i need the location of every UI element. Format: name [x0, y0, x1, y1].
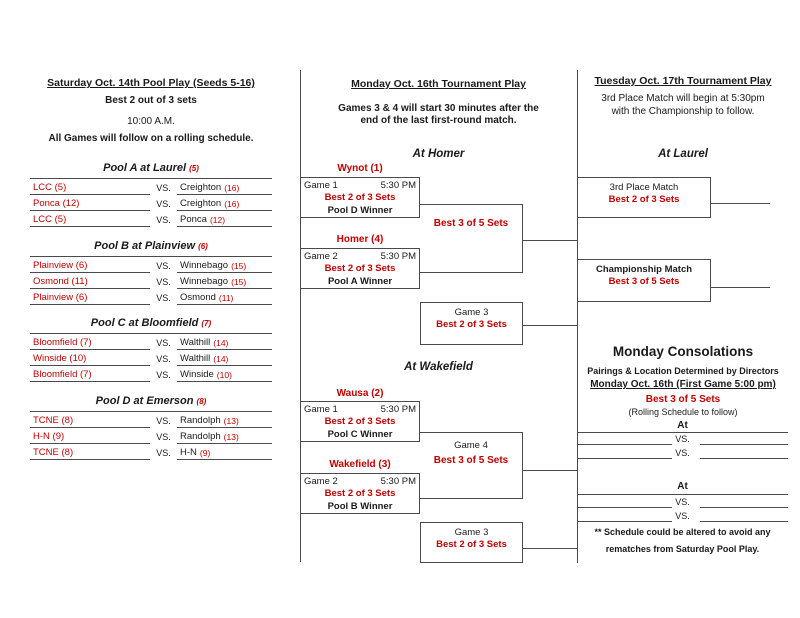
game-participant: Pool D Winner — [327, 204, 393, 216]
homer-game2-box — [300, 248, 420, 289]
vs-label: VS. — [156, 448, 171, 459]
away-team-cell — [177, 195, 272, 211]
wakefield-bracket-right-line — [522, 432, 523, 499]
homer-section-title: At Homer — [412, 148, 465, 160]
away-team-cell — [177, 273, 272, 289]
away-team-name: Osmond — [180, 291, 216, 303]
home-team: Winside (10) — [30, 350, 150, 366]
pool-c-match-row-3 — [30, 366, 272, 382]
pool-d-host-seed: (8) — [196, 397, 207, 406]
homer-seed-label: Homer (4) — [336, 234, 384, 245]
consolation2-vs-label-2: VS. — [675, 511, 690, 521]
away-team-name: Walthill — [180, 336, 211, 348]
consolation2-vs-label-1: VS. — [675, 497, 690, 507]
away-team-cell — [177, 412, 272, 428]
away-team-seed: (9) — [199, 447, 211, 458]
third-place-title: 3rd Place Match — [609, 182, 679, 193]
consolation1-location-blank-line — [577, 432, 788, 433]
away-team-cell — [177, 366, 272, 382]
pool-a-header — [30, 162, 272, 179]
away-team-name: Creighton — [180, 181, 222, 193]
away-team-name: H-N — [180, 446, 197, 458]
vs-label: VS. — [156, 183, 171, 194]
away-team-seed: (16) — [224, 182, 240, 193]
away-team-name: Walthill — [180, 352, 211, 364]
vs-label: VS. — [156, 416, 171, 427]
away-team-cell — [177, 444, 272, 460]
vs-label: VS. — [156, 338, 171, 349]
away-team-name: Randolph — [180, 430, 221, 442]
third-place-winner-line — [710, 203, 770, 204]
home-team: Bloomfield (7) — [30, 366, 150, 382]
consolation1-vs-label-2: VS. — [675, 448, 690, 458]
home-team: LCC (5) — [30, 179, 150, 195]
pool-a-match-row-1 — [30, 179, 272, 195]
game-time: 5:30 PM — [380, 180, 416, 191]
away-team-cell — [177, 211, 272, 227]
consolations-format: Best 3 of 5 Sets — [645, 394, 721, 405]
game-label: Game 1 — [304, 180, 338, 191]
pool-table-d — [30, 395, 272, 460]
monday-note-line2: end of the last first-round match. — [360, 115, 517, 126]
game-format: Best 2 of 3 Sets — [324, 488, 396, 500]
away-team-cell — [177, 428, 272, 444]
consolations-title: Monday Consolations — [612, 344, 754, 359]
pool-b-match-row-1 — [30, 257, 272, 273]
homer-game1-box — [300, 177, 420, 218]
home-team: Plainview (6) — [30, 257, 150, 273]
wakefield-bracket-bottom-line — [420, 498, 522, 499]
pool-d-name: Pool D at Emerson — [95, 395, 194, 407]
pool-c-header — [30, 317, 272, 334]
game-time: 5:30 PM — [380, 251, 416, 262]
consolation1-blank-line — [700, 444, 788, 445]
third-place-box — [577, 177, 711, 218]
saturday-format-note: Best 2 out of 3 sets — [105, 95, 197, 106]
home-team: Osmond (11) — [30, 273, 150, 289]
pool-c-match-row-1 — [30, 334, 272, 350]
vs-label: VS. — [156, 199, 171, 210]
homer-bracket-top-line — [420, 204, 522, 205]
home-team: LCC (5) — [30, 211, 150, 227]
vs-label: VS. — [156, 261, 171, 272]
game-participant: Pool A Winner — [327, 275, 393, 287]
pool-c-match-row-2 — [30, 350, 272, 366]
away-team-name: Winside — [180, 368, 214, 380]
game-header-row — [301, 249, 419, 262]
wakefield-semifinal-format-label: Best 3 of 5 Sets — [433, 455, 509, 466]
pool-c-name: Pool C at Bloomfield — [90, 317, 199, 329]
game-format: Best 2 of 3 Sets — [324, 416, 396, 428]
wakefield-game4-label: Game 4 — [454, 440, 488, 451]
wakefield-game3-box — [420, 522, 523, 563]
away-team-seed: (11) — [218, 292, 234, 303]
away-team-cell — [177, 289, 272, 305]
away-team-seed: (13) — [223, 415, 239, 426]
pool-d-match-row-2 — [30, 428, 272, 444]
vs-label: VS. — [156, 370, 171, 381]
championship-title: Championship Match — [595, 264, 693, 275]
away-team-seed: (14) — [213, 337, 229, 348]
away-team-seed: (15) — [231, 260, 247, 271]
pool-table-b — [30, 240, 272, 305]
home-team: Bloomfield (7) — [30, 334, 150, 350]
pool-d-match-row-3 — [30, 444, 272, 460]
start-time: 10:00 A.M. — [127, 116, 175, 127]
homer-game3-box — [420, 302, 523, 345]
game-label: Game 3 — [454, 527, 489, 538]
homer-game3-connector-line — [522, 325, 577, 326]
vs-label: VS. — [156, 432, 171, 443]
home-team: Ponca (12) — [30, 195, 150, 211]
game-participant: Pool C Winner — [327, 428, 393, 440]
game-time: 5:30 PM — [380, 404, 416, 415]
consolation1-vs-label-1: VS. — [675, 434, 690, 444]
away-team-cell — [177, 257, 272, 273]
pool-a-host-seed: (5) — [189, 164, 199, 173]
championship-winner-line — [710, 287, 770, 288]
away-team-seed: (12) — [209, 214, 226, 225]
consolations-pairings-note: Pairings & Location Determined by Directors — [587, 366, 779, 376]
home-team: Plainview (6) — [30, 289, 150, 305]
pool-b-header — [30, 240, 272, 257]
tuesday-note-line1: 3rd Place Match will begin at 5:30pm — [601, 93, 765, 104]
away-team-name: Creighton — [180, 197, 222, 209]
wakefield-winner-connector-line — [522, 470, 577, 471]
pool-d-match-row-1 — [30, 412, 272, 428]
vs-label: VS. — [156, 293, 171, 304]
game-format: Best 2 of 3 Sets — [436, 319, 507, 331]
rolling-schedule-note: All Games will follow on a rolling schedule. — [48, 133, 254, 144]
game-format: Best 2 of 3 Sets — [324, 192, 396, 204]
away-team-seed: (14) — [213, 353, 229, 364]
pool-b-host-seed: (6) — [198, 242, 208, 251]
championship-format: Best 3 of 5 Sets — [608, 276, 680, 288]
consolation1-at-label: At — [677, 420, 688, 431]
monday-title: Monday Oct. 16th Tournament Play — [351, 78, 526, 90]
wausa-seed-label: Wausa (2) — [336, 388, 384, 399]
tuesday-note-line2: with the Championship to follow. — [611, 106, 755, 117]
game-format: Best 2 of 3 Sets — [324, 263, 396, 275]
game-participant: Pool B Winner — [327, 500, 393, 512]
consolation1-blank-line — [577, 444, 672, 445]
away-team-cell — [177, 334, 272, 350]
laurel-section-title: At Laurel — [658, 148, 708, 160]
game-label: Game 3 — [454, 307, 489, 318]
away-team-name: Winnebago — [180, 259, 229, 271]
game-header-row — [301, 474, 419, 487]
wakefield-game1-box — [300, 401, 420, 442]
consolation2-location-blank-line — [577, 494, 788, 495]
game-header-row — [301, 402, 419, 415]
consolation2-blank-line — [700, 507, 788, 508]
game-label: Game 2 — [304, 476, 338, 487]
home-team: TCNE (8) — [30, 444, 150, 460]
consolation2-at-label: At — [677, 481, 688, 492]
pool-b-name: Pool B at Plainview — [94, 240, 195, 252]
pool-table-c — [30, 317, 272, 382]
pool-d-header — [30, 395, 272, 412]
vs-label: VS. — [156, 215, 171, 226]
championship-box — [577, 259, 711, 302]
saturday-title: Saturday Oct. 14th Pool Play (Seeds 5-16) — [47, 77, 255, 89]
game-label: Game 2 — [304, 251, 338, 262]
wakefield-game2-box — [300, 473, 420, 514]
home-team: H-N (9) — [30, 428, 150, 444]
schedule-footnote-line2: rematches from Saturday Pool Play. — [605, 544, 760, 554]
consolation1-blank-line — [700, 458, 788, 459]
away-team-cell — [177, 179, 272, 195]
pool-c-host-seed: (7) — [201, 319, 212, 328]
game-header-row — [301, 178, 419, 191]
schedule-footnote-line1: ** Schedule could be altered to avoid any — [594, 527, 771, 537]
away-team-seed: (10) — [216, 369, 232, 380]
monday-note-line1: Games 3 & 4 will start 30 minutes after the — [338, 103, 539, 114]
wakefield-seed-label: Wakefield (3) — [329, 459, 391, 470]
wakefield-bracket-top-line — [420, 432, 522, 433]
pool-a-match-row-2 — [30, 195, 272, 211]
consolation2-blank-line — [577, 507, 672, 508]
pool-b-match-row-3 — [30, 289, 272, 305]
vs-label: VS. — [156, 354, 171, 365]
pool-a-match-row-3 — [30, 211, 272, 227]
game-time: 5:30 PM — [380, 476, 416, 487]
homer-winner-connector-line — [522, 240, 577, 241]
third-place-format: Best 2 of 3 Sets — [608, 194, 680, 206]
away-team-name: Winnebago — [180, 275, 229, 287]
pool-table-a — [30, 162, 272, 227]
away-team-cell — [177, 350, 272, 366]
wakefield-section-title: At Wakefield — [404, 361, 473, 373]
consolation1-blank-line — [577, 458, 672, 459]
consolation2-blank-line — [700, 521, 788, 522]
away-team-name: Randolph — [180, 414, 221, 426]
away-team-seed: (16) — [224, 198, 240, 209]
tuesday-title: Tuesday Oct. 17th Tournament Play — [594, 75, 772, 87]
vs-label: VS. — [156, 277, 171, 288]
wynot-seed-label: Wynot (1) — [337, 163, 383, 174]
away-team-seed: (13) — [223, 431, 239, 442]
homer-bracket-bottom-line — [420, 272, 522, 273]
homer-semifinal-format-label: Best 3 of 5 Sets — [433, 218, 509, 229]
wakefield-game3-connector-line — [522, 548, 577, 549]
pool-a-name: Pool A at Laurel — [103, 162, 187, 174]
game-format: Best 2 of 3 Sets — [436, 539, 507, 551]
home-team: TCNE (8) — [30, 412, 150, 428]
consolation2-blank-line — [577, 521, 672, 522]
away-team-seed: (15) — [231, 276, 247, 287]
game-label: Game 1 — [304, 404, 338, 415]
away-team-name: Ponca — [180, 213, 207, 225]
consolations-rolling-note: (Rolling Schedule to follow) — [628, 407, 738, 417]
consolations-date-note: Monday Oct. 16th (First Game 5:00 pm) — [590, 379, 776, 390]
pool-b-match-row-2 — [30, 273, 272, 289]
homer-bracket-right-line — [522, 204, 523, 273]
